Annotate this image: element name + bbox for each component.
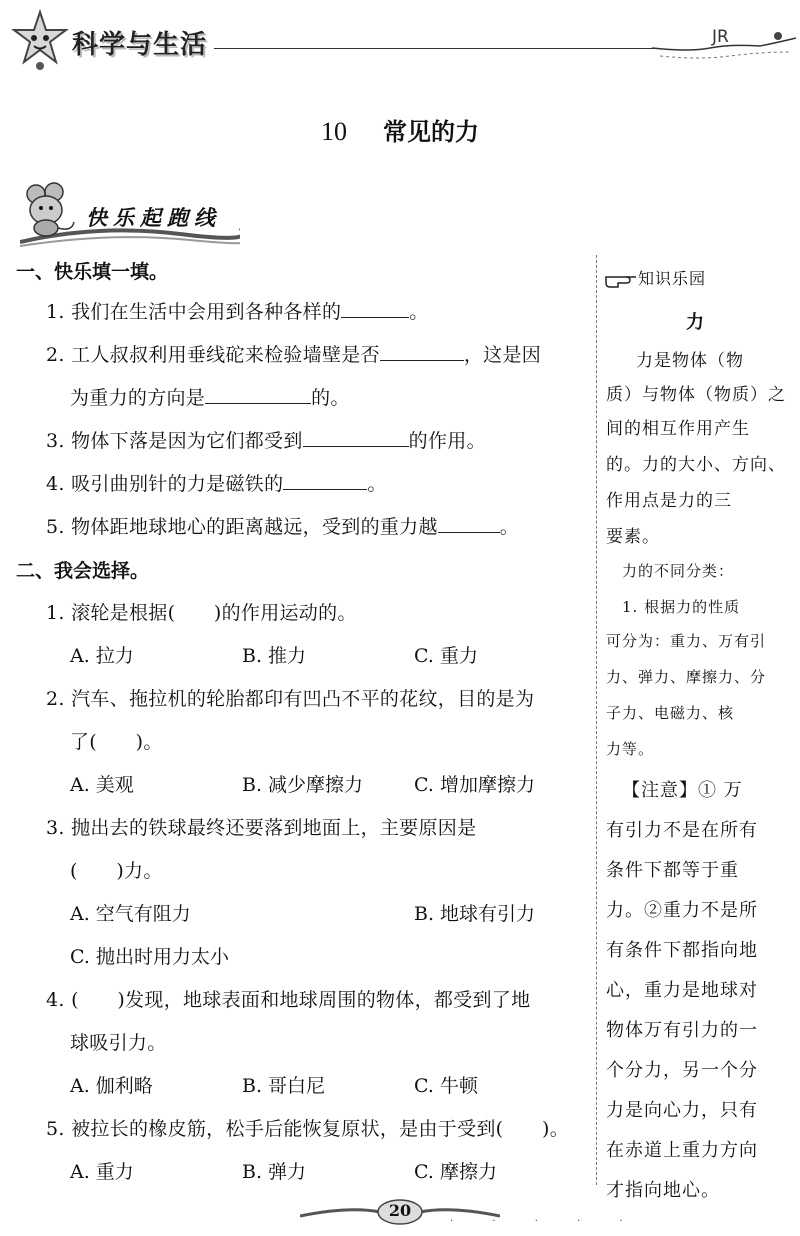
answer-blank[interactable] (380, 342, 464, 361)
question-1: 1. 滚轮是根据( )的作用运动的。 (46, 602, 357, 624)
sidebar-line: 条件下都等于重 (606, 860, 739, 881)
sidebar-line: 有引力不是在所有 (606, 820, 758, 841)
sidebar-line: 质）与物体（物质）之 (606, 385, 786, 405)
lesson-number: 10 (321, 117, 347, 146)
sidebar-line: 心，重力是地球对 (606, 980, 758, 1001)
option-c[interactable]: C. 重力 (414, 645, 478, 667)
sidebar-line: 可分为：重力、万有引 (606, 632, 767, 650)
sidebar-line: 力、弹力、摩擦力、分 (606, 668, 767, 686)
option-c[interactable]: C. 摩擦力 (414, 1161, 497, 1183)
header-rule (214, 48, 654, 49)
option-b[interactable]: B. 地球有引力 (414, 903, 536, 925)
fill-line-1 (46, 297, 429, 324)
answer-blank[interactable] (438, 514, 500, 533)
fill-text: 5. 物体距地球地心的距离越远，受到的重力越 (46, 516, 438, 538)
sidebar-line: 物体万有引力的一 (606, 1020, 758, 1041)
page-number: 20 (388, 1201, 412, 1220)
sidebar-line: 才指向地心。 (606, 1180, 720, 1201)
edition-label: JR (712, 27, 729, 47)
question-3: 3. 抛出去的铁球最终还要落到地面上，主要原因是 (46, 817, 477, 839)
option-a[interactable]: A. 空气有阻力 (70, 903, 191, 925)
sidebar-heading (604, 266, 706, 289)
lesson-name: 常见的力 (383, 118, 479, 146)
answer-blank[interactable] (303, 428, 409, 447)
question-3-cont: ( )力。 (70, 860, 163, 882)
fill-text: 。 (499, 516, 520, 538)
fill-text: 。 (409, 301, 429, 323)
option-c[interactable]: C. 抛出时用力太小 (70, 946, 229, 968)
sidebar-line: 个分力，另一个分 (606, 1060, 758, 1081)
option-b[interactable]: B. 哥白尼 (242, 1075, 326, 1097)
fill-text: 的作用。 (408, 430, 486, 452)
mascot-star-icon (8, 8, 72, 72)
question-4-cont: 球吸引力。 (70, 1032, 167, 1054)
fill-text: 为重力的方向是 (70, 387, 206, 409)
sidebar-heading-text: 知识乐园 (638, 269, 707, 288)
pointing-hand-icon (604, 271, 638, 289)
sidebar-line: 间的相互作用产生 (606, 419, 750, 439)
option-a[interactable]: A. 拉力 (70, 645, 134, 667)
sidebar-line: 【注意】① 万 (622, 780, 743, 801)
answer-blank[interactable] (283, 471, 367, 490)
sidebar-line: 力。②重力不是所 (606, 900, 758, 921)
sidebar-line: 有条件下都指向地 (606, 940, 758, 961)
question-2: 2. 汽车、拖拉机的轮胎都印有凹凸不平的花纹，目的是为 (46, 688, 535, 710)
sidebar-line: 力等。 (606, 740, 655, 758)
fill-line-2 (46, 340, 541, 367)
fill-text: 。 (367, 473, 387, 495)
fill-line-5 (46, 512, 519, 539)
question-5: 5. 被拉长的橡皮筋，松手后能恢复原状，是由于受到( )。 (46, 1118, 569, 1140)
option-c[interactable]: C. 牛顿 (414, 1075, 478, 1097)
sidebar-line: 力是物体（物 (636, 351, 744, 371)
fill-line-2b (70, 383, 350, 410)
fill-text: 的。 (311, 387, 350, 409)
option-a[interactable]: A. 重力 (70, 1161, 134, 1183)
option-b[interactable]: B. 减少摩擦力 (242, 774, 364, 796)
sidebar-title: 力 (686, 312, 705, 333)
section-banner: 快乐起跑线 (86, 206, 221, 230)
fill-text: 2. 工人叔叔利用垂线砣来检验墙壁是否 (46, 344, 380, 366)
fill-text: ，这是因 (463, 344, 542, 366)
question-4: 4. ( )发现，地球表面和地球周围的物体，都受到了地 (46, 989, 531, 1011)
fill-line-3 (46, 426, 486, 453)
book-title: 科学与生活 (72, 30, 208, 60)
sidebar-line: 1. 根据力的性质 (622, 598, 741, 616)
option-a[interactable]: A. 美观 (70, 774, 134, 796)
sidebar-line: 力是向心力，只有 (606, 1100, 758, 1121)
question-2-cont: 了( )。 (70, 731, 163, 753)
fill-line-4 (46, 469, 387, 496)
option-b[interactable]: B. 弹力 (242, 1161, 307, 1183)
sidebar-line: 在赤道上重力方向 (606, 1140, 758, 1161)
sidebar-line: 子力、电磁力、核 (606, 704, 735, 722)
option-b[interactable]: B. 推力 (242, 645, 307, 667)
section2-heading: 二、我会选择。 (16, 560, 150, 582)
mouse-icon (22, 182, 78, 238)
answer-blank[interactable] (205, 385, 311, 404)
option-a[interactable]: A. 伽利略 (70, 1075, 153, 1097)
column-divider (596, 255, 597, 1185)
sidebar-line: 力的不同分类： (622, 562, 735, 580)
option-c[interactable]: C. 增加摩擦力 (414, 774, 535, 796)
answer-blank[interactable] (341, 299, 409, 318)
sidebar-line: 要素。 (606, 527, 660, 547)
fill-text: 4. 吸引曲别针的力是磁铁的 (46, 473, 284, 495)
section1-heading: 一、快乐填一填。 (16, 261, 169, 283)
fill-text: 3. 物体下落是因为它们都受到 (46, 430, 303, 452)
sidebar-line: 的。力的大小、方向、 (606, 455, 786, 475)
fill-text: 1. 我们在生活中会用到各种各样的 (46, 301, 342, 323)
lesson-title (0, 112, 800, 147)
sidebar-line: 作用点是力的三 (606, 491, 732, 511)
footer-dots-decoration: · · · · · (450, 1216, 641, 1227)
